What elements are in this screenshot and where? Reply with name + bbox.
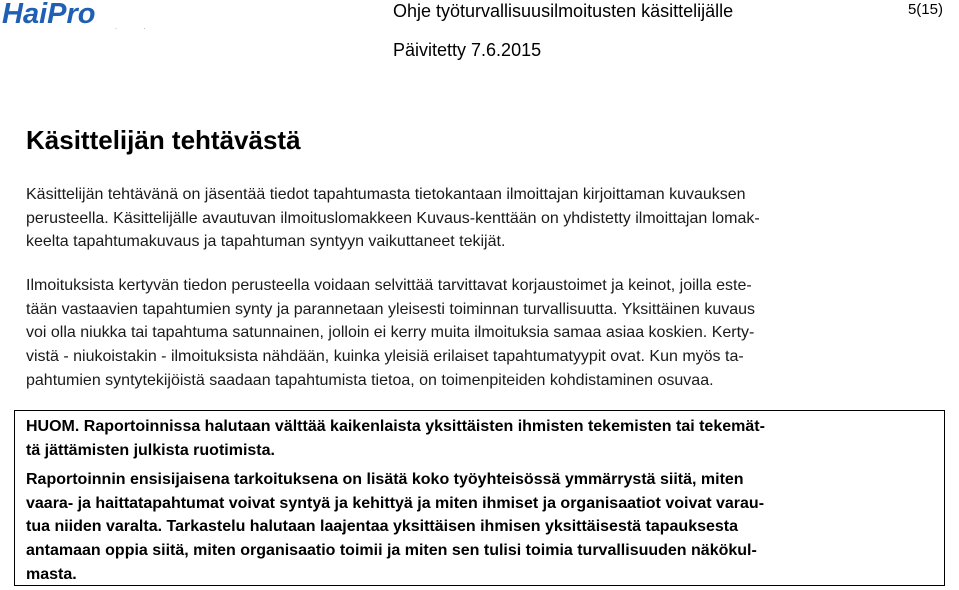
text-line: perusteella. Käsittelijälle avautuvan ilmoituslomakkeen Kuvaus-kenttään on yhdistetty ilmoittajan lomak- [26,209,760,227]
text-line: Ilmoituksista kertyvän tiedon perusteella voidaan selvittää tarvittavat korjaustoimet ja keinot, joilla este- [26,277,752,294]
note-paragraph-1 [26,415,931,462]
note-line: Raportoinnin ensisijaisena tarkoituksena on lisätä koko työyhteisössä ymmärrystä siitä, miten [26,471,744,488]
note-paragraph-2 [26,468,931,587]
text-line: vistä - niukoistakin - ilmoituksista nähdään, kuinka yleisiä erilaiset tapahtumatyypit ovat. Kun myös ta- [26,348,744,366]
note-line: tä jättämisten julkista ruotimista. [26,441,275,459]
text-line: Käsittelijän tehtävänä on jäsentää tiedot tapahtumasta tietokantaan ilmoittajan kirjoittaman kuvauksen [26,186,746,203]
note-line: tua niiden varalta. Tarkastelu halutaan laajentaa yksittäisen ihmisen yksittäisestä tapauksesta [26,518,739,536]
text-line: keelta tapahtumakuvaus ja tapahtuman syntyyn vaikuttaneet tekijät. [26,233,506,251]
section-heading: Käsittelijän tehtävästä [26,125,301,155]
note-line: antamaan oppia siitä, miten organisaatio toimii ja miten sen tulisi toimia turvallisuuden näkökul- [26,542,757,560]
note-line: masta. [26,565,77,583]
document-title: Ohje työturvallisuusilmoitusten käsittelijälle [393,1,734,21]
paragraph-1 [26,183,931,254]
updated-date: Päivitetty 7.6.2015 [393,40,542,60]
page-number: 5(15) [907,1,943,18]
text-line: pahtumien syntytekijöistä saadaan tapahtumista tietoa, on toimenpiteiden kohdistaminen osuvaa. [26,371,714,389]
haipro-logo: HaiPro [2,0,96,30]
paragraph-2 [26,274,931,393]
text-line: tään vastaavien tapahtumien synty ja parannetaan yleisesti toiminnan turvallisuutta. Yksittäinen kuvaus [26,300,756,318]
note-line: HUOM. Raportoinnissa halutaan välttää kaikenlaista yksittäisten ihmisten tekemisten tai tekemät- [26,418,765,435]
text-line: voi olla niukka tai tapahtuma satunnainen, jolloin ei kerry muita ilmoituksia samaa asiaa koskien. Kerty- [26,324,755,342]
note-line: vaara- ja haittatapahtumat voivat syntyä ja kehittyä ja miten ihmiset ja organisaatiot voivat varau- [26,494,765,512]
logo-dots: . . [115,22,158,31]
